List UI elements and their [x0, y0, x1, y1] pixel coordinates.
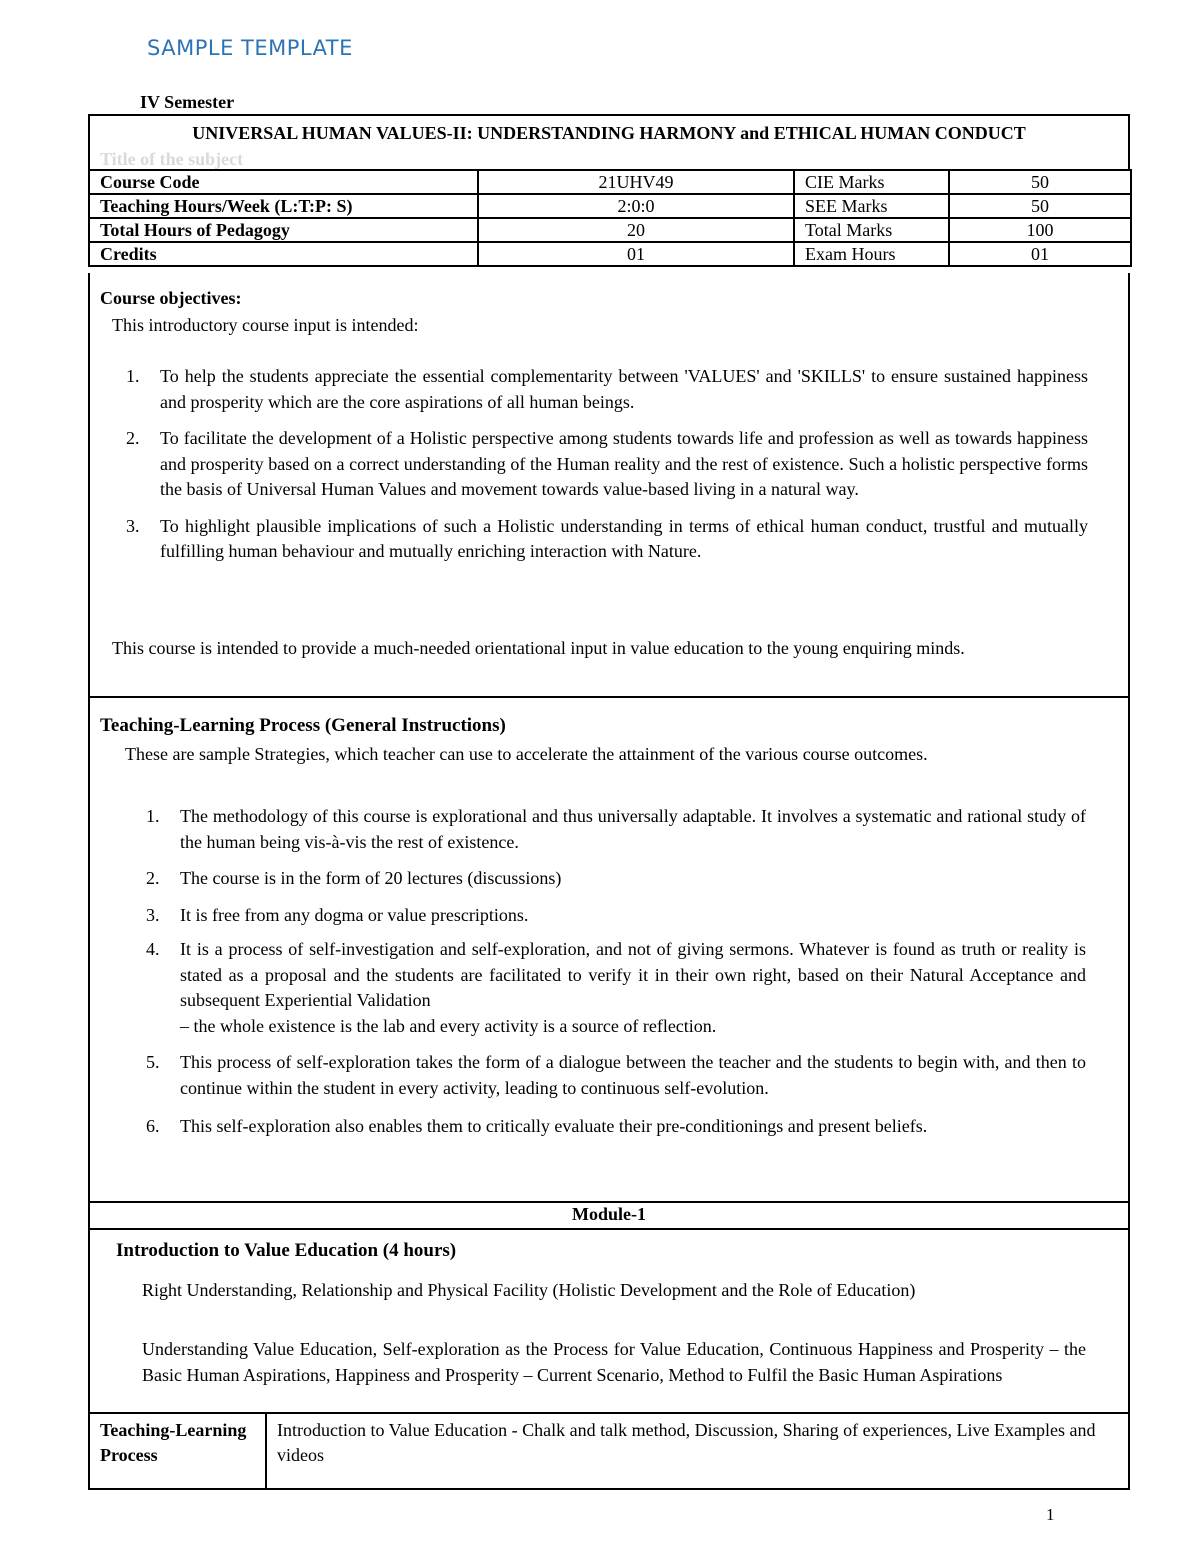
subject-title-placeholder: Title of the subject — [100, 149, 244, 169]
teaching-hours-label: Teaching Hours/Week (L:T:P: S) — [89, 194, 478, 218]
list-item: 3. To highlight plausible implications of such a Holistic understanding in terms of ethical human conduct, trustful and mutually fulfilling human behaviour and mutually enriching interaction with Nature. — [126, 515, 1088, 561]
page-number: 1 — [1046, 1505, 1055, 1524]
total-hours-label: Total Hours of Pedagogy — [89, 218, 478, 242]
tlp-text: Introduction to Value Education - Chalk and talk method, Discussion, Sharing of experiences, Live Examples and videos — [266, 1413, 1129, 1489]
teaching-learning-process-table — [88, 1412, 1130, 1490]
module-1-para1: Right Understanding, Relationship and Physical Facility (Holistic Development and the Role of Education) — [142, 1280, 916, 1300]
total-marks-label: Total Marks — [794, 218, 949, 242]
course-title-box — [88, 114, 1130, 170]
exam-hours-value: 01 — [949, 242, 1131, 266]
course-code-value: 21UHV49 — [478, 170, 794, 194]
objectives-heading: Course objectives: — [100, 288, 242, 308]
credits-value: 01 — [478, 242, 794, 266]
tlp-label: Teaching-Learning Process — [89, 1413, 266, 1489]
process-intro: These are sample Strategies, which teacher can use to accelerate the attainment of the various course outcomes. — [125, 744, 928, 764]
process-heading: Teaching-Learning Process (General Instructions) — [100, 715, 506, 736]
sample-template-label: SAMPLE TEMPLATE — [147, 36, 353, 60]
list-item: 6. This self-exploration also enables them to critically evaluate their pre-conditionings and present beliefs. — [146, 1116, 928, 1136]
exam-hours-label: Exam Hours — [794, 242, 949, 266]
list-item: 2. To facilitate the development of a Holistic perspective among students towards life and profession as well as towards happiness and prosperity based on a correct understanding of the Human reality and the rest of existence. Such a holistic perspective forms the basis of Universal Human Values and movement towards value-based living in a natural way. — [126, 428, 1088, 499]
course-info-table — [88, 169, 1132, 267]
see-marks-label: SEE Marks — [794, 194, 949, 218]
course-objectives-section — [88, 273, 1130, 698]
credits-label: Credits — [89, 242, 478, 266]
total-marks-value: 100 — [949, 218, 1131, 242]
objectives-list — [126, 364, 1088, 565]
table-row — [89, 170, 1131, 194]
teaching-learning-section — [88, 696, 1130, 1203]
list-item: 4. It is a process of self-investigation and self-exploration, and not of giving sermons. Whatever is found as truth or reality is stated as a proposal and the students are facilitated to verify it in their own right, based on their Natural Acceptance and subsequent Experiential Validation – the whole existence is the lab and every activity is a source of reflection. — [146, 939, 1086, 1036]
list-item: 3. It is free from any dogma or value prescriptions. — [146, 904, 529, 925]
teaching-hours-value: 2:0:0 — [478, 194, 794, 218]
module-1-heading: Introduction to Value Education (4 hours) — [116, 1240, 457, 1261]
objectives-closing: This course is intended to provide a much-needed orientational input in value education to the young enquiring minds. — [112, 638, 965, 658]
list-item: 5. This process of self-exploration takes the form of a dialogue between the teacher and the students to begin with, and then to continue within the student in every activity, leading to continuous self-evolution. — [146, 1052, 1086, 1098]
table-row — [89, 242, 1131, 266]
cie-marks-value: 50 — [949, 170, 1131, 194]
module-1-header — [88, 1201, 1130, 1230]
list-item: 2. The course is in the form of 20 lectures (discussions) — [146, 868, 562, 888]
list-item: 1. To help the students appreciate the essential complementarity between 'VALUES' and 'SKILLS' to ensure sustained happiness and prosperity which are the core aspirations of all human beings. — [126, 366, 1088, 412]
total-hours-value: 20 — [478, 218, 794, 242]
module-1-title: Module-1 — [572, 1204, 646, 1224]
table-row — [89, 218, 1131, 242]
table-row — [89, 194, 1131, 218]
see-marks-value: 50 — [949, 194, 1131, 218]
course-title: UNIVERSAL HUMAN VALUES-II: UNDERSTANDING HARMONY and ETHICAL HUMAN CONDUCT — [192, 123, 1026, 143]
process-list — [146, 804, 1086, 1140]
module-1-para2: Understanding Value Education, Self-exploration as the Process for Value Education, Continuous Happiness and Prosperity – the Basic Human Aspirations, Happiness and Prosperity – Current Scenario, Method to Fulfil the Basic Human Aspirations — [142, 1339, 1086, 1385]
course-code-label: Course Code — [89, 170, 478, 194]
module-1-body — [88, 1228, 1130, 1413]
semester-label: IV Semester — [140, 92, 235, 112]
objectives-intro: This introductory course input is intended: — [112, 315, 419, 335]
cie-marks-label: CIE Marks — [794, 170, 949, 194]
table-row — [89, 1413, 1129, 1489]
list-item: 1. The methodology of this course is explorational and thus universally adaptable. It involves a systematic and rational study of the human being vis-à-vis the rest of existence. — [146, 806, 1086, 852]
